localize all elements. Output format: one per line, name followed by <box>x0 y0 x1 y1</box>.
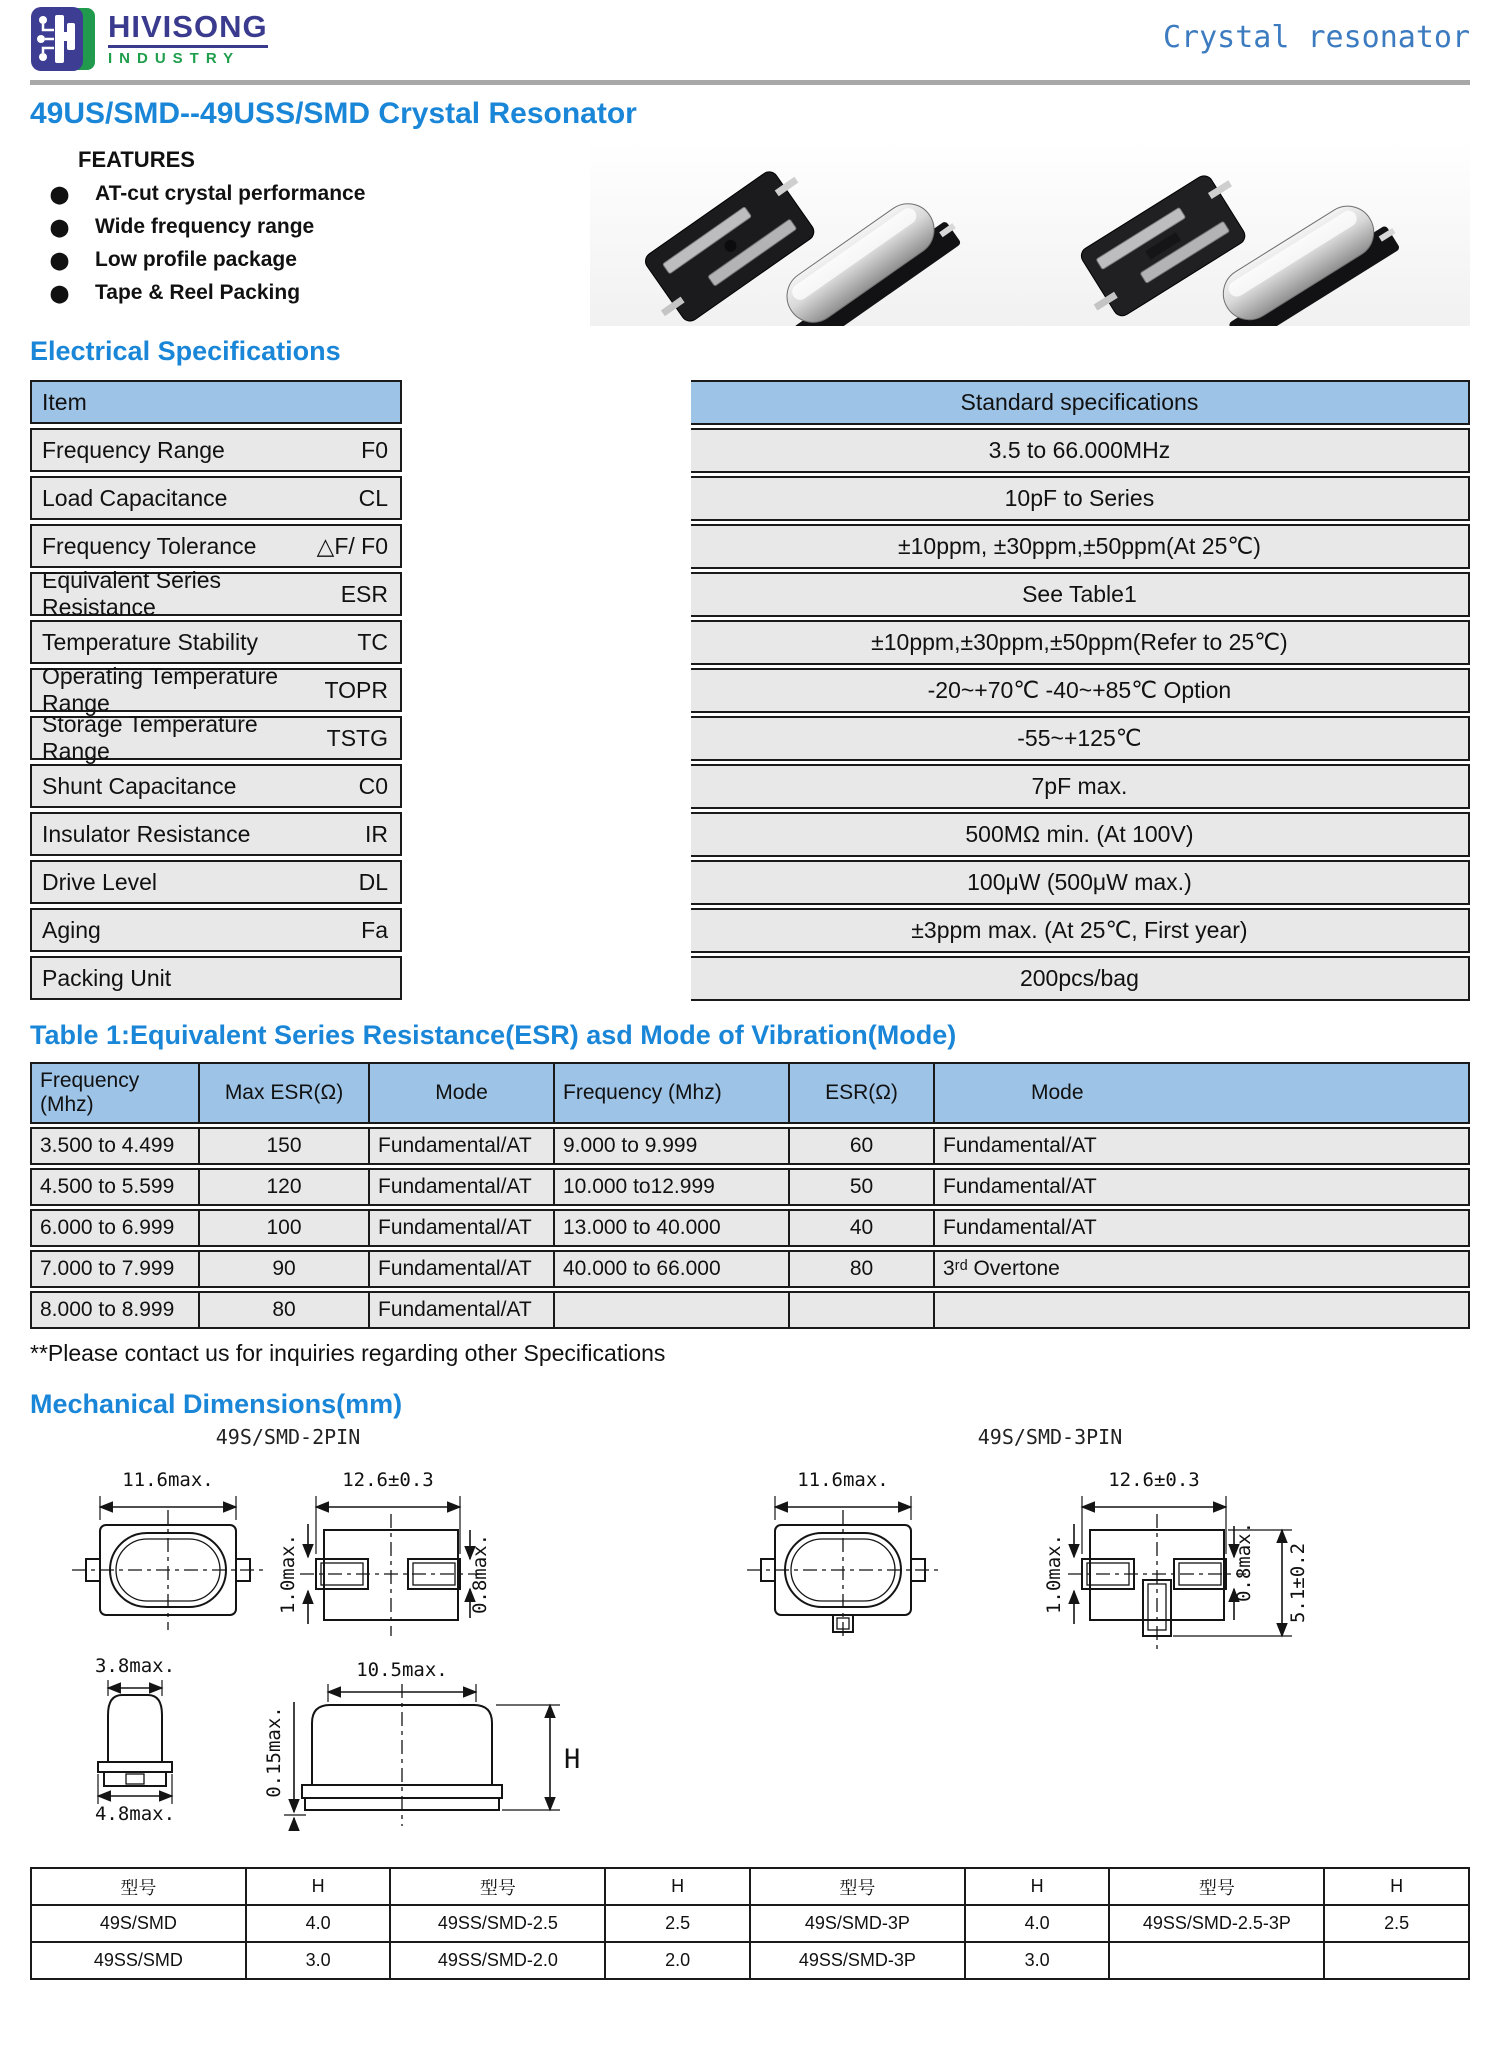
mechanical-drawings <box>30 1422 1470 1857</box>
header-item-label: Item <box>42 388 87 415</box>
cell: 3.500 to 4.499 <box>30 1127 200 1165</box>
spec-item: Drive Level <box>42 868 158 895</box>
cell: 150 <box>200 1127 370 1165</box>
dim-pad-height: 1.0max. <box>277 1533 299 1615</box>
spec-item: Frequency Range <box>42 436 225 463</box>
spec-symbol: TC <box>357 628 388 655</box>
col-header: ESR(Ω) <box>790 1062 935 1124</box>
dim-body-length-3p: 11.6max. <box>797 1469 889 1491</box>
cell: Fundamental/AT <box>935 1209 1470 1247</box>
col-header: Frequency (Mhz) <box>30 1062 200 1124</box>
spec-item: Aging <box>42 916 101 943</box>
cell: 3.0 <box>246 1942 391 1979</box>
dim-pad3-span: 5.1±0.2 <box>1287 1542 1309 1624</box>
spec-symbol: Fa <box>361 916 388 943</box>
cell: 3.0 <box>965 1942 1110 1979</box>
table-row <box>30 476 1470 521</box>
dim-pad-gap: 0.8max. <box>469 1533 491 1615</box>
cell: 100 <box>200 1209 370 1247</box>
electrical-spec-table <box>30 377 1470 1004</box>
spec-value: 500MΩ min. (At 100V) <box>691 812 1470 857</box>
cell: 49SS/SMD-3P <box>750 1942 965 1979</box>
page-title: 49US/SMD--49USS/SMD Crystal Resonator <box>30 97 637 130</box>
bullet-icon: ⬤ <box>50 184 70 204</box>
feature-item <box>50 182 590 206</box>
cell: 60 <box>790 1127 935 1165</box>
spec-symbol: TOPR <box>324 676 388 703</box>
table-header-row <box>30 1062 1470 1124</box>
dim-can-length: 10.5max. <box>356 1659 448 1681</box>
cell: 4.500 to 5.599 <box>30 1168 200 1206</box>
bullet-icon: ⬤ <box>50 283 70 303</box>
intro-section <box>30 141 1470 326</box>
spec-item: Temperature Stability <box>42 628 259 655</box>
spec-symbol: DL <box>358 868 388 895</box>
dim-body-width: 3.8max. <box>94 1655 176 1677</box>
features-list <box>30 141 590 326</box>
table-row <box>30 716 1470 761</box>
page-header <box>30 6 1470 72</box>
product-photo-left <box>590 141 1030 326</box>
twopin-label: 49S/SMD-2PIN <box>215 1425 361 1449</box>
cell: 3ʳᵈ Overtone <box>935 1250 1470 1288</box>
spec-value: 200pcs/bag <box>691 956 1470 1001</box>
cell: 50 <box>790 1168 935 1206</box>
bullet-icon: ⬤ <box>50 217 70 237</box>
col-header: H <box>605 1868 750 1905</box>
table-header-row <box>30 380 1470 425</box>
table-row <box>30 668 1470 713</box>
dim-standoff: 0.15max. <box>263 1706 285 1798</box>
spec-value: 100μW (500μW max.) <box>691 860 1470 905</box>
table-row <box>30 1168 1470 1206</box>
cell <box>790 1291 935 1329</box>
esr-mode-table <box>30 1059 1470 1332</box>
dim-pad-span: 12.6±0.3 <box>342 1469 434 1491</box>
dim-pad-height-3p: 1.0max. <box>1043 1533 1065 1615</box>
feature-item <box>50 281 590 305</box>
spec-item: Frequency Tolerance <box>42 532 257 559</box>
feature-text: AT-cut crystal performance <box>95 182 366 205</box>
cell: 8.000 to 8.999 <box>30 1291 200 1329</box>
table-row <box>30 1291 1470 1329</box>
col-header: H <box>965 1868 1110 1905</box>
logo-text <box>108 11 268 67</box>
feature-item <box>50 248 590 272</box>
spec-item: Insulator Resistance <box>42 820 251 847</box>
spec-symbol: C0 <box>358 772 388 799</box>
table-row <box>30 1209 1470 1247</box>
cell: 40.000 to 66.000 <box>555 1250 790 1288</box>
spec-symbol: F0 <box>361 436 388 463</box>
cell: 6.000 to 6.999 <box>30 1209 200 1247</box>
table-row <box>30 1250 1470 1288</box>
cell: Fundamental/AT <box>370 1168 555 1206</box>
cell: 49S/SMD <box>31 1905 246 1942</box>
cell: 4.0 <box>246 1905 391 1942</box>
table-row <box>31 1942 1469 1979</box>
spec-item: Packing Unit <box>42 964 172 991</box>
cell: 49S/SMD-3P <box>750 1905 965 1942</box>
table-row <box>31 1905 1469 1942</box>
table-row <box>30 1127 1470 1165</box>
spec-symbol: IR <box>365 820 388 847</box>
table-row <box>30 860 1470 905</box>
cell: 9.000 to 9.999 <box>555 1127 790 1165</box>
product-photos <box>590 141 1470 326</box>
dim-pad-span-3p: 12.6±0.3 <box>1108 1469 1200 1491</box>
cell: Fundamental/AT <box>935 1168 1470 1206</box>
table-row <box>30 524 1470 569</box>
header-spec: Standard specifications <box>691 380 1470 425</box>
cell: Fundamental/AT <box>935 1127 1470 1165</box>
company-logo <box>30 6 268 72</box>
table-row <box>30 620 1470 665</box>
col-header: 型号 <box>390 1868 605 1905</box>
col-header: 型号 <box>750 1868 965 1905</box>
feature-text: Wide frequency range <box>95 215 315 238</box>
cell: 80 <box>200 1291 370 1329</box>
col-header: H <box>1324 1868 1469 1905</box>
cell: 80 <box>790 1250 935 1288</box>
spec-value: ±10ppm, ±30ppm,±50ppm(At 25℃) <box>691 524 1470 569</box>
spec-item: Equivalent Series Resistance <box>42 567 221 620</box>
threepin-label: 49S/SMD-3PIN <box>977 1425 1123 1449</box>
dim-pad-gap-3p: 0.8max. <box>1233 1521 1255 1603</box>
dimension-drawing <box>30 1422 1470 1857</box>
company-name: HIVISONG <box>108 9 268 45</box>
col-header: Mode <box>935 1062 1470 1124</box>
cell <box>1324 1942 1469 1979</box>
feature-text: Tape & Reel Packing <box>95 281 301 304</box>
cell: 90 <box>200 1250 370 1288</box>
bullet-icon: ⬤ <box>50 250 70 270</box>
mechanical-heading: Mechanical Dimensions(mm) <box>30 1389 403 1419</box>
cell <box>935 1291 1470 1329</box>
cell: 49SS/SMD <box>31 1942 246 1979</box>
contact-note: **Please contact us for inquiries regarding other Specifications <box>30 1340 666 1366</box>
cell: Fundamental/AT <box>370 1250 555 1288</box>
cell: 13.000 to 40.000 <box>555 1209 790 1247</box>
cell <box>555 1291 790 1329</box>
spec-item: Operating Temperature Range <box>42 663 279 716</box>
cell: 120 <box>200 1168 370 1206</box>
table-row <box>30 764 1470 809</box>
table-row <box>30 572 1470 617</box>
spec-value: 7pF max. <box>691 764 1470 809</box>
cell: 2.0 <box>605 1942 750 1979</box>
table-row <box>30 812 1470 857</box>
header-item <box>30 380 402 424</box>
spec-value: 3.5 to 66.000MHz <box>691 428 1470 473</box>
col-header: H <box>246 1868 391 1905</box>
col-header: Frequency (Mhz) <box>555 1062 790 1124</box>
spec-value: ±10ppm,±30ppm,±50ppm(Refer to 25℃) <box>691 620 1470 665</box>
table1-heading: Table 1:Equivalent Series Resistance(ESR) asd Mode of Vibration(Mode) <box>30 1020 957 1050</box>
company-subtitle: INDUSTRY <box>108 45 268 67</box>
cell: 7.000 to 7.999 <box>30 1250 200 1288</box>
spec-value: ±3ppm max. (At 25℃, First year) <box>691 908 1470 953</box>
cell: 4.0 <box>965 1905 1110 1942</box>
cell: 49SS/SMD-2.5-3P <box>1109 1905 1324 1942</box>
table-row <box>30 956 1470 1001</box>
cell: Fundamental/AT <box>370 1291 555 1329</box>
spec-value: 10pF to Series <box>691 476 1470 521</box>
cell: 49SS/SMD-2.0 <box>390 1942 605 1979</box>
spec-symbol: △F/ F0 <box>316 532 388 559</box>
col-header: 型号 <box>1109 1868 1324 1905</box>
col-header: 型号 <box>31 1868 246 1905</box>
spec-item: Load Capacitance <box>42 484 228 511</box>
spec-item: Storage Temperature Range <box>42 711 258 764</box>
spec-value: -55~+125℃ <box>691 716 1470 761</box>
col-header: Max ESR(Ω) <box>200 1062 370 1124</box>
table-row <box>30 908 1470 953</box>
spec-symbol: ESR <box>340 580 388 607</box>
dim-height-label: H <box>564 1744 581 1775</box>
document-type-title: Crystal resonator <box>1162 20 1470 55</box>
product-photo-right <box>1030 141 1470 326</box>
spec-item: Shunt Capacitance <box>42 772 237 799</box>
col-header: Mode <box>370 1062 555 1124</box>
hivisong-logo-icon <box>30 6 96 72</box>
cell: Fundamental/AT <box>370 1209 555 1247</box>
cell: 10.000 to12.999 <box>555 1168 790 1206</box>
header-divider <box>30 80 1470 85</box>
spec-symbol: TSTG <box>326 724 388 751</box>
cell: 2.5 <box>1324 1905 1469 1942</box>
electrical-heading: Electrical Specifications <box>30 336 341 366</box>
table-row <box>30 428 1470 473</box>
spec-symbol: CL <box>358 484 388 511</box>
cell: 2.5 <box>605 1905 750 1942</box>
spec-value: -20~+70℃ -40~+85℃ Option <box>691 668 1470 713</box>
cell: 40 <box>790 1209 935 1247</box>
model-height-table <box>30 1867 1470 1980</box>
features-heading: FEATURES <box>78 147 195 172</box>
cell <box>1109 1942 1324 1979</box>
dim-base-width: 4.8max. <box>94 1803 176 1825</box>
dim-body-length: 11.6max. <box>122 1469 214 1491</box>
feature-text: Low profile package <box>95 248 297 271</box>
cell: Fundamental/AT <box>370 1127 555 1165</box>
feature-item <box>50 215 590 239</box>
table-header-row <box>31 1868 1469 1905</box>
spec-value: See Table1 <box>691 572 1470 617</box>
cell: 49SS/SMD-2.5 <box>390 1905 605 1942</box>
